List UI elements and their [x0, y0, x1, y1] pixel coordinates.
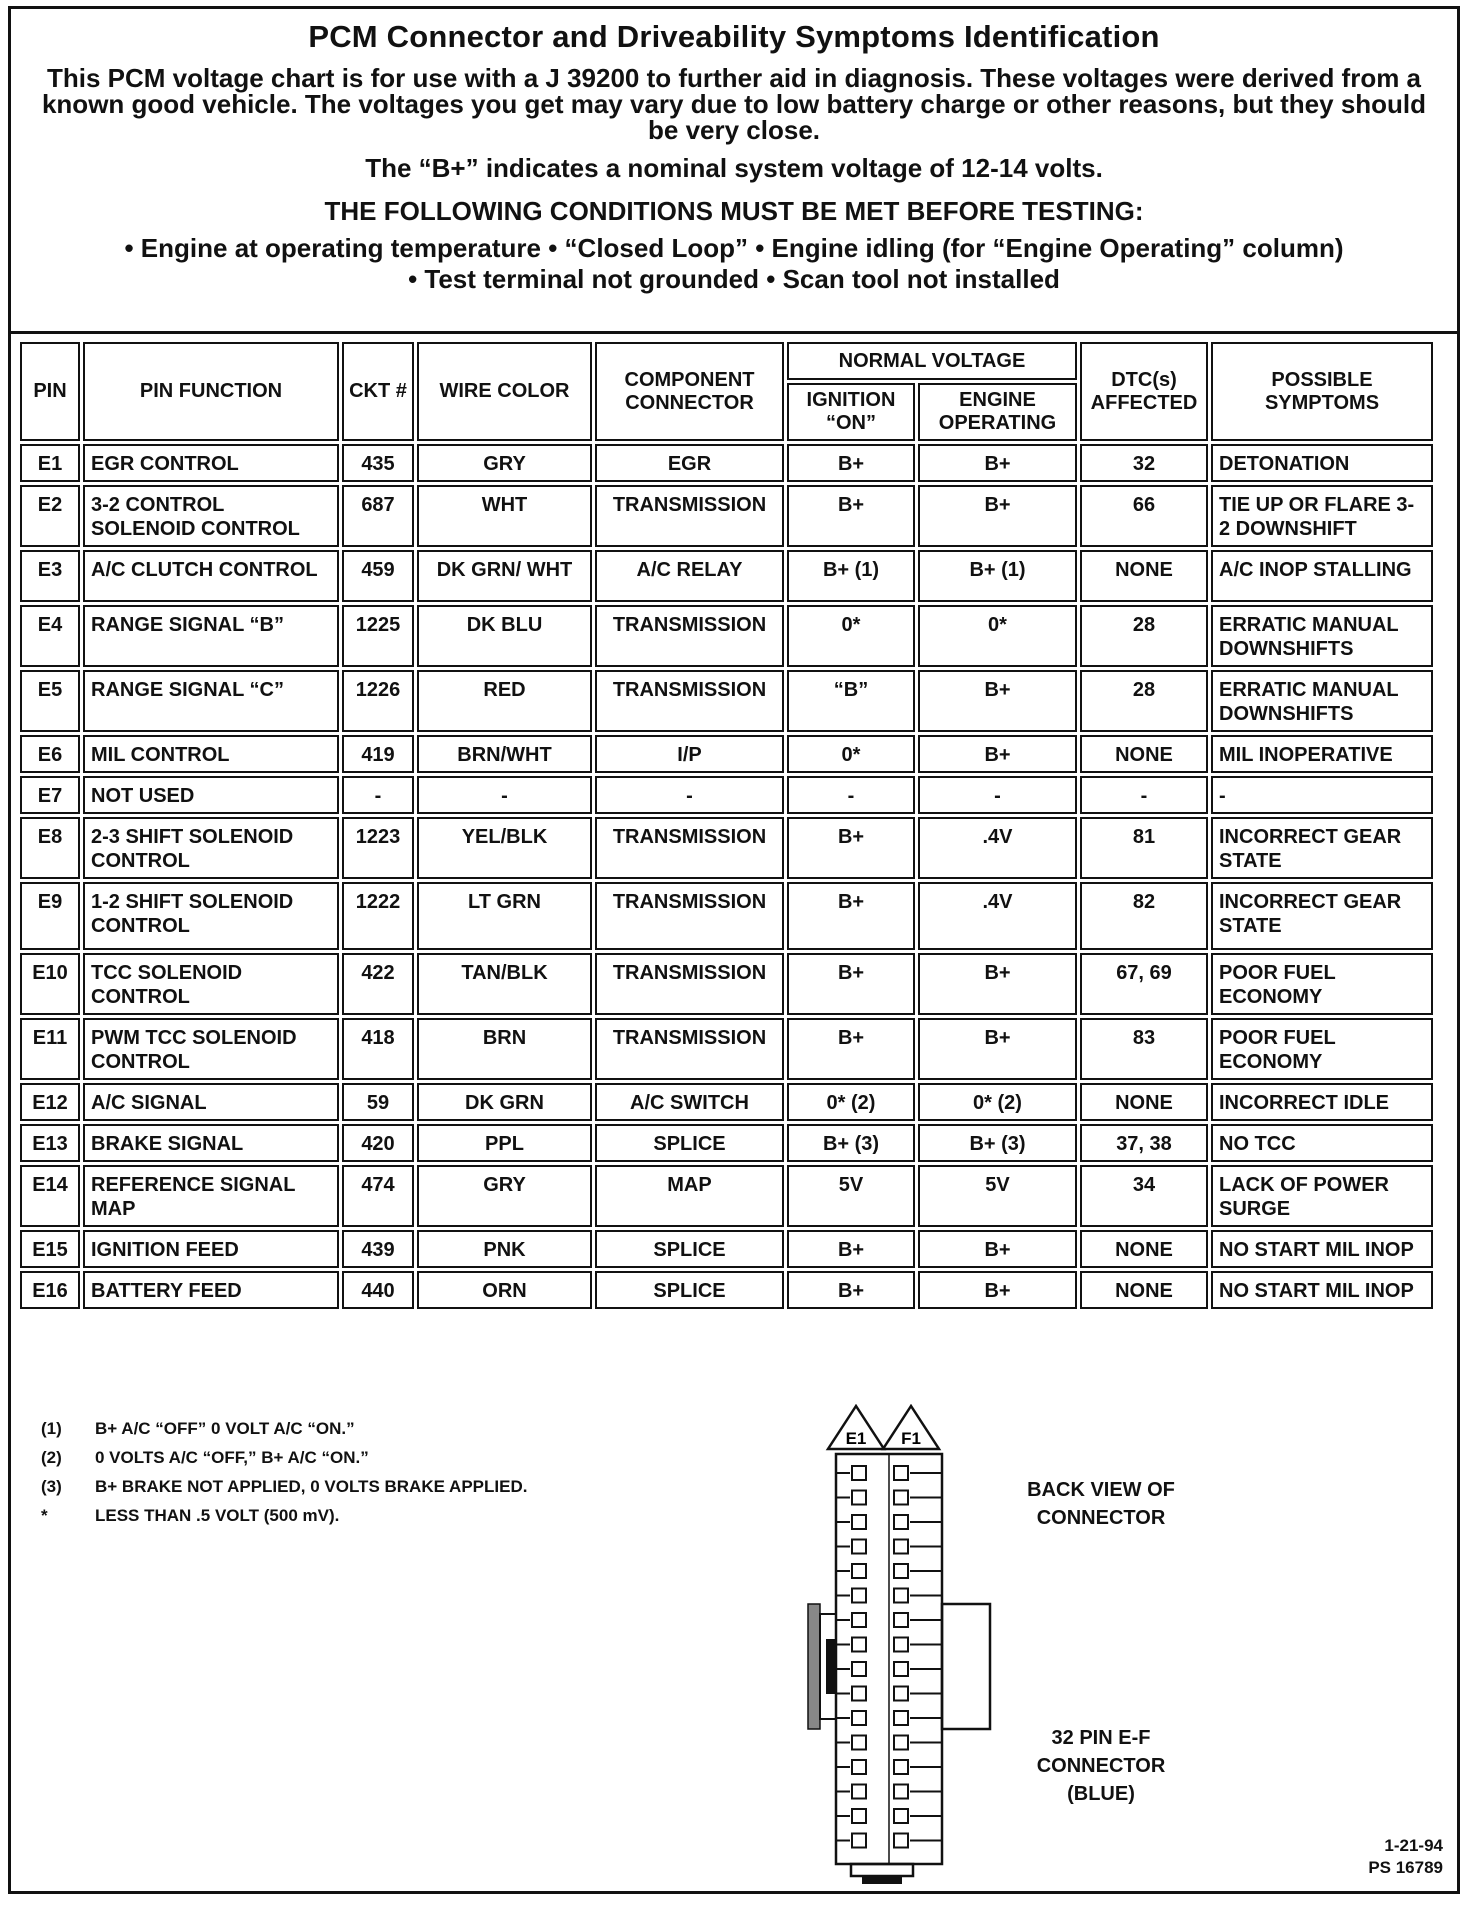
- pin-function-cell: RANGE SIGNAL “C”: [83, 670, 339, 732]
- component-connector-cell: SPLICE: [595, 1230, 784, 1268]
- pin-cell: E9: [20, 882, 80, 950]
- f-cavity: [894, 1687, 908, 1701]
- e1-marker-label: E1: [845, 1429, 867, 1448]
- dtc-affected-cell: 82: [1080, 882, 1208, 950]
- ckt-cell: 418: [342, 1018, 414, 1080]
- wire-color-cell: PPL: [417, 1124, 592, 1162]
- intro-paragraph: This PCM voltage chart is for use with a J 39200 to further aid in diagnosis. These voltages were derived from a known good vehicle. The voltages you get may vary due to low battery charge or other reasons, but they should be very close.: [41, 63, 1427, 145]
- engine-operating-voltage-cell: B+ (3): [918, 1124, 1077, 1162]
- e-cavity: [852, 1662, 866, 1676]
- connector-foot: [851, 1864, 913, 1876]
- possible-symptoms-cell: NO TCC: [1211, 1124, 1433, 1162]
- component-connector-cell: TRANSMISSION: [595, 817, 784, 879]
- col-header-component-connector: COMPONENT CONNECTOR: [595, 342, 784, 441]
- ignition-on-voltage-cell: B+ (3): [787, 1124, 915, 1162]
- f-cavity: [894, 1711, 908, 1725]
- e-cavity: [852, 1638, 866, 1652]
- possible-symptoms-cell: INCORRECT GEAR STATE: [1211, 882, 1433, 950]
- wire-color-cell: ORN: [417, 1271, 592, 1309]
- f-cavity: [894, 1785, 908, 1799]
- engine-operating-voltage-cell: 0* (2): [918, 1083, 1077, 1121]
- engine-operating-voltage-cell: -: [918, 776, 1077, 814]
- dtc-affected-cell: 66: [1080, 485, 1208, 547]
- col-header-engine-operating: ENGINE OPERATING: [918, 383, 1077, 441]
- pin-function-cell: 3-2 CONTROL SOLENOID CONTROL: [83, 485, 339, 547]
- pin-function-cell: EGR CONTROL: [83, 444, 339, 482]
- table-row: [20, 1124, 1433, 1162]
- engine-operating-voltage-cell: B+: [918, 1271, 1077, 1309]
- dtc-affected-cell: 28: [1080, 605, 1208, 667]
- footnote-mark: (3): [41, 1477, 62, 1496]
- ignition-on-voltage-cell: B+: [787, 1230, 915, 1268]
- dtc-affected-cell: NONE: [1080, 1271, 1208, 1309]
- col-header-normal-voltage: NORMAL VOLTAGE: [787, 342, 1077, 380]
- e-cavity: [852, 1515, 866, 1529]
- ignition-on-voltage-cell: -: [787, 776, 915, 814]
- ckt-cell: 1226: [342, 670, 414, 732]
- component-connector-cell: EGR: [595, 444, 784, 482]
- pin-function-cell: A/C CLUTCH CONTROL: [83, 550, 339, 602]
- component-connector-cell: A/C SWITCH: [595, 1083, 784, 1121]
- component-connector-cell: A/C RELAY: [595, 550, 784, 602]
- ignition-on-voltage-cell: B+ (1): [787, 550, 915, 602]
- bplus-note: The “B+” indicates a nominal system voltage of 12-14 volts.: [365, 153, 1103, 183]
- component-connector-cell: TRANSMISSION: [595, 1018, 784, 1080]
- ignition-on-voltage-cell: B+: [787, 953, 915, 1015]
- footnote-mark: (2): [41, 1448, 62, 1467]
- connector-label: 32 PIN E-F CONNECTOR (BLUE): [1036, 1727, 1166, 1805]
- document-id: [1368, 1835, 1443, 1879]
- dtc-affected-cell: NONE: [1080, 1230, 1208, 1268]
- table-row: [20, 817, 1433, 879]
- connector-side-latch: [942, 1604, 990, 1729]
- connector-foot-base: [862, 1876, 902, 1884]
- doc-date: 1-21-94: [1384, 1836, 1443, 1855]
- e-cavity: [852, 1687, 866, 1701]
- possible-symptoms-cell: A/C INOP STALLING: [1211, 550, 1433, 602]
- component-connector-cell: TRANSMISSION: [595, 953, 784, 1015]
- dtc-affected-cell: 83: [1080, 1018, 1208, 1080]
- pin-function-cell: BRAKE SIGNAL: [83, 1124, 339, 1162]
- footnote-text: LESS THAN .5 VOLT (500 mV).: [95, 1506, 340, 1525]
- pin-cell: E16: [20, 1271, 80, 1309]
- f-cavity: [894, 1834, 908, 1848]
- e-cavity: [852, 1711, 866, 1725]
- engine-operating-voltage-cell: B+: [918, 1230, 1077, 1268]
- component-connector-cell: MAP: [595, 1165, 784, 1227]
- pin-cell: E8: [20, 817, 80, 879]
- possible-symptoms-cell: -: [1211, 776, 1433, 814]
- table-row: [20, 776, 1433, 814]
- component-connector-cell: TRANSMISSION: [595, 882, 784, 950]
- pin-cell: E3: [20, 550, 80, 602]
- table-row: [20, 605, 1433, 667]
- col-header-ckt: CKT #: [342, 342, 414, 441]
- possible-symptoms-cell: NO START MIL INOP: [1211, 1230, 1433, 1268]
- component-connector-cell: TRANSMISSION: [595, 485, 784, 547]
- f-cavity: [894, 1491, 908, 1505]
- wire-color-cell: DK BLU: [417, 605, 592, 667]
- f1-marker-label: F1: [901, 1429, 921, 1448]
- pin-cell: E10: [20, 953, 80, 1015]
- connector-drawing: [806, 1404, 1046, 1894]
- table-row: [20, 1165, 1433, 1227]
- table-row: [20, 735, 1433, 773]
- pin-cell: E6: [20, 735, 80, 773]
- table-row: [20, 882, 1433, 950]
- pin-cell: E15: [20, 1230, 80, 1268]
- footnote: [41, 1472, 527, 1501]
- pin-cell: E14: [20, 1165, 80, 1227]
- component-connector-cell: SPLICE: [595, 1124, 784, 1162]
- f-cavity: [894, 1589, 908, 1603]
- wire-color-cell: DK GRN/ WHT: [417, 550, 592, 602]
- pin-function-cell: IGNITION FEED: [83, 1230, 339, 1268]
- pin-function-cell: 2-3 SHIFT SOLENOID CONTROL: [83, 817, 339, 879]
- dtc-affected-cell: 32: [1080, 444, 1208, 482]
- col-header-possible-symptoms: POSSIBLE SYMPTOMS: [1211, 342, 1433, 441]
- connector-diagram: [806, 1404, 1366, 1894]
- ignition-on-voltage-cell: “B”: [787, 670, 915, 732]
- pin-cell: E13: [20, 1124, 80, 1162]
- e-cavity: [852, 1834, 866, 1848]
- dtc-affected-cell: NONE: [1080, 550, 1208, 602]
- ignition-on-voltage-cell: B+: [787, 485, 915, 547]
- conditions-heading: THE FOLLOWING CONDITIONS MUST BE MET BEFORE TESTING:: [324, 196, 1144, 226]
- engine-operating-voltage-cell: B+ (1): [918, 550, 1077, 602]
- ignition-on-voltage-cell: 0*: [787, 735, 915, 773]
- dtc-affected-cell: NONE: [1080, 735, 1208, 773]
- pin-function-cell: BATTERY FEED: [83, 1271, 339, 1309]
- pin-function-cell: RANGE SIGNAL “B”: [83, 605, 339, 667]
- wire-color-cell: BRN/WHT: [417, 735, 592, 773]
- footnote-text: B+ A/C “OFF” 0 VOLT A/C “ON.”: [95, 1419, 355, 1438]
- wire-color-cell: WHT: [417, 485, 592, 547]
- wire-color-cell: GRY: [417, 1165, 592, 1227]
- possible-symptoms-cell: TIE UP OR FLARE 3-2 DOWNSHIFT: [1211, 485, 1433, 547]
- component-connector-cell: I/P: [595, 735, 784, 773]
- engine-operating-voltage-cell: 0*: [918, 605, 1077, 667]
- pin-function-cell: REFERENCE SIGNAL MAP: [83, 1165, 339, 1227]
- table-row: [20, 1271, 1433, 1309]
- pin-cell: E7: [20, 776, 80, 814]
- dtc-affected-cell: 28: [1080, 670, 1208, 732]
- possible-symptoms-cell: DETONATION: [1211, 444, 1433, 482]
- pin-cell: E2: [20, 485, 80, 547]
- pin-cell: E11: [20, 1018, 80, 1080]
- dtc-affected-cell: -: [1080, 776, 1208, 814]
- f-cavity: [894, 1760, 908, 1774]
- e-cavity: [852, 1466, 866, 1480]
- dtc-affected-cell: 37, 38: [1080, 1124, 1208, 1162]
- dtc-affected-cell: 34: [1080, 1165, 1208, 1227]
- e-cavity: [852, 1564, 866, 1578]
- connector-lock-slot: [826, 1639, 836, 1694]
- engine-operating-voltage-cell: B+: [918, 670, 1077, 732]
- doc-ps-number: PS 16789: [1368, 1858, 1443, 1877]
- engine-operating-voltage-cell: 5V: [918, 1165, 1077, 1227]
- e-cavity: [852, 1736, 866, 1750]
- table-row: [20, 444, 1433, 482]
- footnote: [41, 1501, 527, 1530]
- e-cavity: [852, 1540, 866, 1554]
- ckt-cell: 420: [342, 1124, 414, 1162]
- ignition-on-voltage-cell: B+: [787, 817, 915, 879]
- f-cavity: [894, 1662, 908, 1676]
- table-body: [20, 444, 1433, 1309]
- e-cavity: [852, 1613, 866, 1627]
- dtc-affected-cell: NONE: [1080, 1083, 1208, 1121]
- table-row: [20, 550, 1433, 602]
- possible-symptoms-cell: ERRATIC MANUAL DOWNSHIFTS: [1211, 605, 1433, 667]
- col-header-wire-color: WIRE COLOR: [417, 342, 592, 441]
- possible-symptoms-cell: INCORRECT IDLE: [1211, 1083, 1433, 1121]
- ignition-on-voltage-cell: B+: [787, 882, 915, 950]
- footnote-mark: *: [41, 1506, 48, 1525]
- pin-cell: E4: [20, 605, 80, 667]
- e-cavity: [852, 1491, 866, 1505]
- possible-symptoms-cell: LACK OF POWER SURGE: [1211, 1165, 1433, 1227]
- e-cavity: [852, 1785, 866, 1799]
- table-row: [20, 953, 1433, 1015]
- pin-cell: E5: [20, 670, 80, 732]
- footnote: [41, 1414, 527, 1443]
- e-cavity: [852, 1589, 866, 1603]
- ignition-on-voltage-cell: 0*: [787, 605, 915, 667]
- ckt-cell: 439: [342, 1230, 414, 1268]
- wire-color-cell: BRN: [417, 1018, 592, 1080]
- pin-function-cell: NOT USED: [83, 776, 339, 814]
- footnote-mark: (1): [41, 1419, 62, 1438]
- possible-symptoms-cell: POOR FUEL ECONOMY: [1211, 1018, 1433, 1080]
- wire-color-cell: GRY: [417, 444, 592, 482]
- dtc-affected-cell: 81: [1080, 817, 1208, 879]
- ignition-on-voltage-cell: B+: [787, 1271, 915, 1309]
- footnotes: [41, 1414, 527, 1530]
- wire-color-cell: PNK: [417, 1230, 592, 1268]
- f-cavity: [894, 1809, 908, 1823]
- footnote-text: 0 VOLTS A/C “OFF,” B+ A/C “ON.”: [95, 1448, 369, 1467]
- pin-cell: E12: [20, 1083, 80, 1121]
- f-cavity: [894, 1613, 908, 1627]
- table-row: [20, 485, 1433, 547]
- ckt-cell: 59: [342, 1083, 414, 1121]
- pin-function-cell: TCC SOLENOID CONTROL: [83, 953, 339, 1015]
- f-cavity: [894, 1466, 908, 1480]
- ckt-cell: 422: [342, 953, 414, 1015]
- wire-color-cell: DK GRN: [417, 1083, 592, 1121]
- col-header-dtc-affected: DTC(s) AFFECTED: [1080, 342, 1208, 441]
- page-title: PCM Connector and Driveability Symptoms Identification: [308, 19, 1160, 54]
- table-header: [20, 342, 1433, 441]
- engine-operating-voltage-cell: B+: [918, 953, 1077, 1015]
- pin-function-cell: A/C SIGNAL: [83, 1083, 339, 1121]
- table-row: [20, 1083, 1433, 1121]
- possible-symptoms-cell: POOR FUEL ECONOMY: [1211, 953, 1433, 1015]
- table-row: [20, 1018, 1433, 1080]
- pin-function-cell: 1-2 SHIFT SOLENOID CONTROL: [83, 882, 339, 950]
- ckt-cell: 440: [342, 1271, 414, 1309]
- dtc-affected-cell: 67, 69: [1080, 953, 1208, 1015]
- ckt-cell: 419: [342, 735, 414, 773]
- back-view-label: BACK VIEW OF CONNECTOR: [1027, 1479, 1175, 1529]
- possible-symptoms-cell: MIL INOPERATIVE: [1211, 735, 1433, 773]
- conditions-line-2: • Test terminal not grounded • Scan tool not installed: [408, 264, 1060, 294]
- component-connector-cell: TRANSMISSION: [595, 670, 784, 732]
- component-connector-cell: SPLICE: [595, 1271, 784, 1309]
- footnote-text: B+ BRAKE NOT APPLIED, 0 VOLTS BRAKE APPLIED.: [95, 1477, 528, 1496]
- conditions-line-1: • Engine at operating temperature • “Closed Loop” • Engine idling (for “Engine Operating” column): [124, 233, 1344, 263]
- engine-operating-voltage-cell: B+: [918, 735, 1077, 773]
- col-header-pin: PIN: [20, 342, 80, 441]
- engine-operating-voltage-cell: .4V: [918, 882, 1077, 950]
- wire-color-cell: YEL/BLK: [417, 817, 592, 879]
- possible-symptoms-cell: NO START MIL INOP: [1211, 1271, 1433, 1309]
- f-cavity: [894, 1564, 908, 1578]
- ckt-cell: 1222: [342, 882, 414, 950]
- e-cavity: [852, 1760, 866, 1774]
- wire-color-cell: TAN/BLK: [417, 953, 592, 1015]
- wire-color-cell: LT GRN: [417, 882, 592, 950]
- possible-symptoms-cell: ERRATIC MANUAL DOWNSHIFTS: [1211, 670, 1433, 732]
- ignition-on-voltage-cell: B+: [787, 1018, 915, 1080]
- engine-operating-voltage-cell: B+: [918, 444, 1077, 482]
- col-header-ignition-on: IGNITION “ON”: [787, 383, 915, 441]
- ckt-cell: 1223: [342, 817, 414, 879]
- col-header-pin-function: PIN FUNCTION: [83, 342, 339, 441]
- connector-lock-tab: [808, 1604, 820, 1729]
- wire-color-cell: RED: [417, 670, 592, 732]
- f-cavity: [894, 1736, 908, 1750]
- ckt-cell: 459: [342, 550, 414, 602]
- f-cavity: [894, 1540, 908, 1554]
- f-cavity: [894, 1638, 908, 1652]
- e-cavity: [852, 1809, 866, 1823]
- engine-operating-voltage-cell: B+: [918, 1018, 1077, 1080]
- possible-symptoms-cell: INCORRECT GEAR STATE: [1211, 817, 1433, 879]
- table-row: [20, 1230, 1433, 1268]
- ignition-on-voltage-cell: 5V: [787, 1165, 915, 1227]
- wire-color-cell: -: [417, 776, 592, 814]
- ckt-cell: 435: [342, 444, 414, 482]
- component-connector-cell: TRANSMISSION: [595, 605, 784, 667]
- pin-function-cell: PWM TCC SOLENOID CONTROL: [83, 1018, 339, 1080]
- pin-voltage-table: [17, 339, 1436, 1312]
- pin-cell: E1: [20, 444, 80, 482]
- table-row: [20, 670, 1433, 732]
- ignition-on-voltage-cell: B+: [787, 444, 915, 482]
- engine-operating-voltage-cell: .4V: [918, 817, 1077, 879]
- ckt-cell: 474: [342, 1165, 414, 1227]
- reference-sheet: [8, 6, 1460, 1894]
- ignition-on-voltage-cell: 0* (2): [787, 1083, 915, 1121]
- pin-function-cell: MIL CONTROL: [83, 735, 339, 773]
- engine-operating-voltage-cell: B+: [918, 485, 1077, 547]
- ckt-cell: 687: [342, 485, 414, 547]
- ckt-cell: -: [342, 776, 414, 814]
- component-connector-cell: -: [595, 776, 784, 814]
- f-cavity: [894, 1515, 908, 1529]
- sheet-header: [11, 9, 1457, 334]
- ckt-cell: 1225: [342, 605, 414, 667]
- footnote: [41, 1443, 527, 1472]
